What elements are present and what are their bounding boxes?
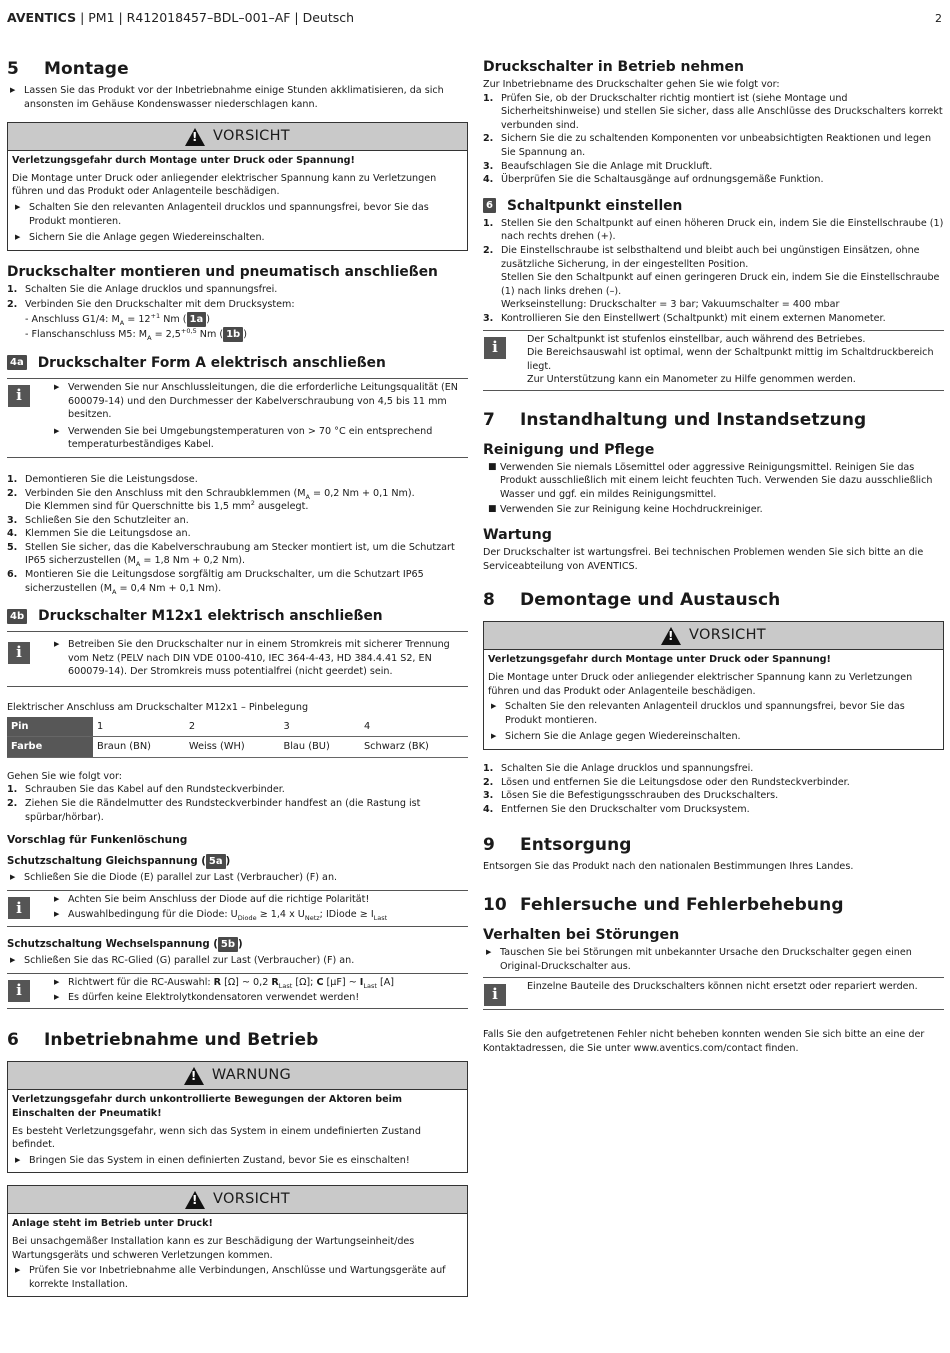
left-column: 5 Montage ▶ Lassen Sie das Produkt vor der Inbetriebnahme einige Stunden akklimatisieren, da sich ansonsten im Gehäuse Kondenswasser niederschlagen kann. ! VORSICHT Verletzungsgefahr durch Montage unter Druck oder Spannung! Die Montage unter Druck oder anliegender elektrischer Spannung kann zu Verletzungen führen und das Produkt oder Anlagenteile beschädigen. ▶ Schalten Sie den relevanten Anlagenteil drucklos und spannungsfrei, bevor Sie das Produkt montieren. ▶ Sichern Sie die Anlage gegen Wiedereinschalten. Druckschalter montieren und pneumatisch anschließen 1. Schalten Sie die Anlage drucklos und spannungsfrei. 2. Verbinden Sie den Druckschalter mit dem Drucksystem: - Anschluss G1/4: $M_A = 12^{+1}$ Nm ( 1a ) - Flanschanschluss M5: $M_A = 2,5^{+0,5}$ Nm ( 1b ) 4a Druckschalter Form A elektrisch anschließen i ▶ Verwenden Sie nur Anschlussleitungen, die die erforderliche Leitungsqualität (EN 600079-14) und den Durchmesser der Kabelverschraubung von 4,5 bis 11 mm besitzen. ▶ Verwenden Sie bei Umgebungstemperaturen von > 70 °C ein entsprechend temperaturbeständiges Kabel. 1. Demontieren Sie die Leistungsdose. 2. Verbinden Sie den Anschluss mit den Schraubklemmen ($M_A = 0,2$ Nm + 0,1 Nm). Die Klemmen sind für Querschnitte bis 1,5 $mm^2$ ausgelegt. 3. Schließen Sie den Schutzleiter an. 4. Klemmen Sie die Leitungsdose an. 5. Stellen Sie sicher, das die Kabelverschraubung am Stecker montiert ist, um die Schutzart IP65 sicherzustellen ($M_A = 1,8$ Nm + 0,2 Nm). 6. Montieren Sie die Leitungsdose sorgfältig am Druckschalter, um die Schutzart IP65 sicherzustellen ($M_A = 0,4$ Nm + 0,1 Nm). 4b Druckschalter M12x1 elektrisch anschließen i ▶ Betreiben Sie den Druckschalter nur in einem Stromkreis mit sicherer Trennung vom Netz (PELV nach DIN VDE 0100-410, IEC 364-4-43, HD 384.4.41 S2, EN 600079-14). Der Stromkreis muss potentialfrei (nicht geerdet) sein. Elektrischer Anschluss am Druckschalter M12x1 – Pinbelegung Pin 1 2 3 4 Farbe Braun (BN) Weiss (WH) Blau (BU) Schwarz (BK) Gehen Sie wie folgt vor: 1. Schrauben Sie das Kabel auf den Rundsteckverbinder. 2. Ziehen Sie die Rändelmutter des Rundsteckverbinder handfest an (die Rastung ist spürbar/hörbar). Vorschlag für Funkenlöschung Schutzschaltung Gleichspannung ( 5a ) ▶ Schließen Sie die Diode (E) parallel zur Last (Verbraucher) (F) an. i ▶ Achten Sie beim Anschluss der Diode auf die richtige Polarität! ▶ Auswahlbedingung für die Diode: $U_{Diode} \ge 1,4$ x $U_{Netz}$; IDiode ≥ $I_{Last}$ Schutzschaltung Wechselspannung ( 5b ) ▶ Schließen Sie das RC-Glied (G) parallel zur Last (Verbraucher) (F) an. i ▶ Richtwert für die RC-Auswahl: R [Ω] ~ 0,2 $R_{Last}$ [Ω]; C [µF] ~ $I_{Last}$ [A] ▶ Es dürfen keine Elektrolytkondensatoren verwendet werden! 6 Inbetriebnahme und Betrieb ! WARNUNG Verletzungsgefahr durch unkontrollierte Bewegungen der Aktoren beim Einschalten der Pneumatik! Es besteht Verletzungsgefahr, wenn sich das System in einem undefinierten Zustand befindet. ▶ Bringen Sie das System in einen definierten Zustand, bevor Sie es einschalten! ! VORSICHT Anlage steht im Betrieb unter Druck! Bei unsachgemäßer Installation kann es zur Beschädigung der Wartungseinheit/des Wartungsgeräts und schweren Verletzungen kommen. ▶ Prüfen Sie vor Inbetriebnahme alle Verbindungen, Anschlüsse und Wartungsgeräte auf korrekte Installation.	[7, 58, 468, 1309]
betrieb-heading: Druckschalter in Betrieb nehmen	[483, 59, 744, 75]
document-header	[7, 11, 354, 25]
info-box: i ▶ Achten Sie beim Anschluss der Diode auf die richtige Polarität! ▶ Auswahlbedingung für die Diode: $U_{Diode} \ge 1,4$ x $U_{Netz}$; IDiode ≥ $I_{Last}$	[7, 890, 468, 926]
m12-heading: 4b Druckschalter M12x1 elektrisch anschließen	[7, 607, 468, 625]
info-box: i Der Schaltpunkt ist stufenlos einstellbar, auch während des Betriebes. Die Bereichsauswahl ist optimal, wenn der Schaltpunkt mittig im Schaltdruckbereich liegt. Zur Unterstützung kann ein Manometer zu Hilfe genommen werden.	[483, 330, 944, 391]
warning-box: ! WARNUNG Verletzungsgefahr durch unkontrollierte Bewegungen der Aktoren beim Einschalten der Pneumatik! Es besteht Verletzungsgefahr, wenn sich das System in einem undefinierten Zustand befindet. ▶ Bringen Sie das System in einen definierten Zustand, bevor Sie es einschalten!	[7, 1061, 468, 1173]
info-box: i Einzelne Bauteile des Druckschalters können nicht ersetzt oder repariert werden.	[483, 977, 944, 1010]
page-number: 2	[935, 12, 942, 25]
warning-triangle-icon: !	[185, 128, 205, 146]
info-icon: i	[8, 897, 30, 919]
info-icon: i	[8, 385, 30, 407]
figure-ref-5a: 5a	[206, 854, 226, 869]
doc-id: | PM1 | R412018457–BDL–001–AF | Deutsch	[76, 10, 355, 25]
right-column: Druckschalter in Betrieb nehmen Zur Inbetriebname des Druckschalter gehen Sie wie folgt vor: 1. Prüfen Sie, ob der Druckschalter richtig montiert ist (siehe Montage und Sicherheitshinweise) und stellen Sie sicher, dass alle Anschlüsse des Druckschalters korrekt verbunden sind. 2. Sichern Sie die zu schaltenden Komponenten vor unbeabsichtigten Reaktionen und legen Sie Spannung an. 3. Beaufschlagen Sie die Anlage mit Druckluft. 4. Überprüfen Sie die Schaltausgänge auf ordnungsgemäße Funktion. 6 Schaltpunkt einstellen 1. Stellen Sie den Schaltpunkt auf einen höheren Druck ein, indem Sie die Einstellschraube (1) nach rechts drehen (+). 2. Die Einstellschraube ist selbsthaltend und bleibt auch bei ungünstigen Einsätzen, ohne zusätzliche Sicherung, in der eingestellten Position. Stellen Sie den Schaltpunkt auf einen geringeren Druck ein, indem Sie die Einstellschraube (1) nach links drehen (–). Werkseinstellung: Druckschalter = 3 bar; Vakuumschalter = 400 mbar 3. Kontrollieren Sie den Einstellwert (Schaltpunkt) mit einem externen Manometer. i Der Schaltpunkt ist stufenlos einstellbar, auch während des Betriebes. Die Bereichsauswahl ist optimal, wenn der Schaltpunkt mittig im Schaltdruckbereich liegt. Zur Unterstützung kann ein Manometer zu Hilfe genommen werden. 7 Instandhaltung und Instandsetzung Reinigung und Pflege ■ Verwenden Sie niemals Lösemittel oder aggressive Reinigungsmittel. Reinigen Sie das Produkt ausschließlich mit einem leicht feuchten Tuch. Verwenden Sie dazu ausschließlich Wasser und ggf. ein mildes Reinigungsmittel. ■ Verwenden Sie zur Reinigung keine Hochdruckreiniger. Wartung Der Druckschalter ist wartungsfrei. Bei technischen Problemen wenden Sie sich bitte an die Serviceabteilung von AVENTICS. 8 Demontage und Austausch ! VORSICHT Verletzungsgefahr durch Montage unter Druck oder Spannung! Die Montage unter Druck oder anliegender elektrischer Spannung kann zu Verletzungen führen und das Produkt oder Anlagenteile beschädigen. ▶ Schalten Sie den relevanten Anlagenteil drucklos und spannungsfrei, bevor Sie das Produkt montieren. ▶ Sichern Sie die Anlage gegen Wiedereinschalten. 1. Schalten Sie die Anlage drucklos und spannungsfrei. 2. Lösen und entfernen Sie die Leitungsdose oder den Rundsteckverbinder. 3. Lösen Sie die Befestigungsschrauben des Druckschalters. 4. Entfernen Sie den Druckschalter vom Drucksystem. 9 Entsorgung Entsorgen Sie das Produkt nach den nationalen Bestimmungen Ihres Landes. 10 Fehlersuche und Fehlerbehebung Verhalten bei Störungen ▶ Tauschen Sie bei Störungen mit unbekannter Ursache den Druckschalter gegen einen Original-Druckschalter aus. i Einzelne Bauteile des Druckschalters können nicht ersetzt oder repariert werden. Falls Sie den aufgetretenen Fehler nicht beheben konnten wenden Sie sich bitte an eine der Kontaktadressen, die Sie unter www.aventics.com/contact finden.	[483, 59, 944, 1054]
section-7-heading: 7 Instandhaltung und Instandsetzung	[483, 409, 867, 430]
warning-triangle-icon: !	[184, 1067, 204, 1085]
section-8-heading: 8 Demontage und Austausch	[483, 590, 781, 611]
info-icon: i	[484, 337, 506, 359]
schaltpunkt-heading: 6 Schaltpunkt einstellen	[483, 197, 944, 215]
form-a-heading: 4a Druckschalter Form A elektrisch anschließen	[7, 354, 468, 372]
funken-heading: Vorschlag für Funkenlöschung	[7, 834, 188, 847]
table-caption: Elektrischer Anschluss am Druckschalter M12x1 – Pinbelegung	[7, 702, 309, 714]
section-6-heading: 6 Inbetriebnahme und Betrieb	[7, 1030, 319, 1051]
caution-box: ! VORSICHT Verletzungsgefahr durch Montage unter Druck oder Spannung! Die Montage unter Druck oder anliegender elektrischer Spannung kann zu Verletzungen führen und das Produkt oder Anlagenteile beschädigen. ▶ Schalten Sie den relevanten Anlagenteil drucklos und spannungsfrei, bevor Sie das Produkt montieren. ▶ Sichern Sie die Anlage gegen Wiedereinschalten.	[7, 122, 468, 251]
brand-name: AVENTICS	[7, 10, 77, 25]
info-box: i ▶ Richtwert für die RC-Auswahl: R [Ω] ~ 0,2 $R_{Last}$ [Ω]; C [µF] ~ $I_{Last}$ [A] ▶ Es dürfen keine Elektrolytkondensatoren verwendet werden!	[7, 973, 468, 1009]
info-box: i ▶ Verwenden Sie nur Anschlussleitungen, die die erforderliche Leitungsqualität (EN 600079-14) und den Durchmesser der Kabelverschraubung von 4,5 bis 11 mm besitzen. ▶ Verwenden Sie bei Umgebungstemperaturen von > 70 °C ein entsprechend temperaturbeständiges Kabel.	[7, 378, 468, 458]
figure-ref-1a: 1a	[187, 312, 207, 327]
section-9-heading: 9 Entsorgung	[483, 835, 632, 856]
info-icon: i	[484, 984, 506, 1006]
warning-triangle-icon: !	[185, 1191, 205, 1209]
figure-ref-1b: 1b	[223, 327, 243, 342]
info-box: i ▶ Betreiben Sie den Druckschalter nur in einem Stromkreis mit sicherer Trennung vom Netz (PELV nach DIN VDE 0100-410, IEC 364-4-43, HD 384.4.41 S2, EN 600079-14). Der Stromkreis muss potentialfrei (nicht geerdet) sein.	[7, 631, 468, 687]
section-5-heading: 5 Montage	[7, 59, 129, 79]
section-10-heading: 10 Fehlersuche und Fehlerbehebung	[483, 894, 844, 915]
montieren-heading: Druckschalter montieren und pneumatisch anschließen	[7, 263, 438, 280]
contact-text: Falls Sie den aufgetretenen Fehler nicht beheben konnten wenden Sie sich bitte an eine der Kontaktadressen, die Sie unter www.aventics.com/contact finden.	[483, 1029, 925, 1054]
info-icon: i	[8, 642, 30, 664]
info-icon: i	[8, 980, 30, 1002]
figure-ref-5b: 5b	[218, 937, 238, 952]
caution-box: ! VORSICHT Anlage steht im Betrieb unter Druck! Bei unsachgemäßer Installation kann es zur Beschädigung der Wartungseinheit/des Wartungsgeräts und schweren Verletzungen kommen. ▶ Prüfen Sie vor Inbetriebnahme alle Verbindungen, Anschlüsse und Wartungsgeräte auf korrekte Installation.	[7, 1185, 468, 1297]
caution-box: ! VORSICHT Verletzungsgefahr durch Montage unter Druck oder Spannung! Die Montage unter Druck oder anliegender elektrischer Spannung kann zu Verletzungen führen und das Produkt oder Anlagenteile beschädigen. ▶ Schalten Sie den relevanten Anlagenteil drucklos und spannungsfrei, bevor Sie das Produkt montieren. ▶ Sichern Sie die Anlage gegen Wiedereinschalten.	[483, 621, 944, 750]
list-item: ▶ Lassen Sie das Produkt vor der Inbetriebnahme einige Stunden akklimatisieren, da sich ansonsten im Gehäuse Kondenswasser niederschlagen kann.	[10, 85, 444, 110]
pin-table: Pin 1 2 3 4 Farbe Braun (BN) Weiss (WH) Blau (BU) Schwarz (BK)	[7, 717, 468, 758]
warning-triangle-icon: !	[661, 627, 681, 645]
